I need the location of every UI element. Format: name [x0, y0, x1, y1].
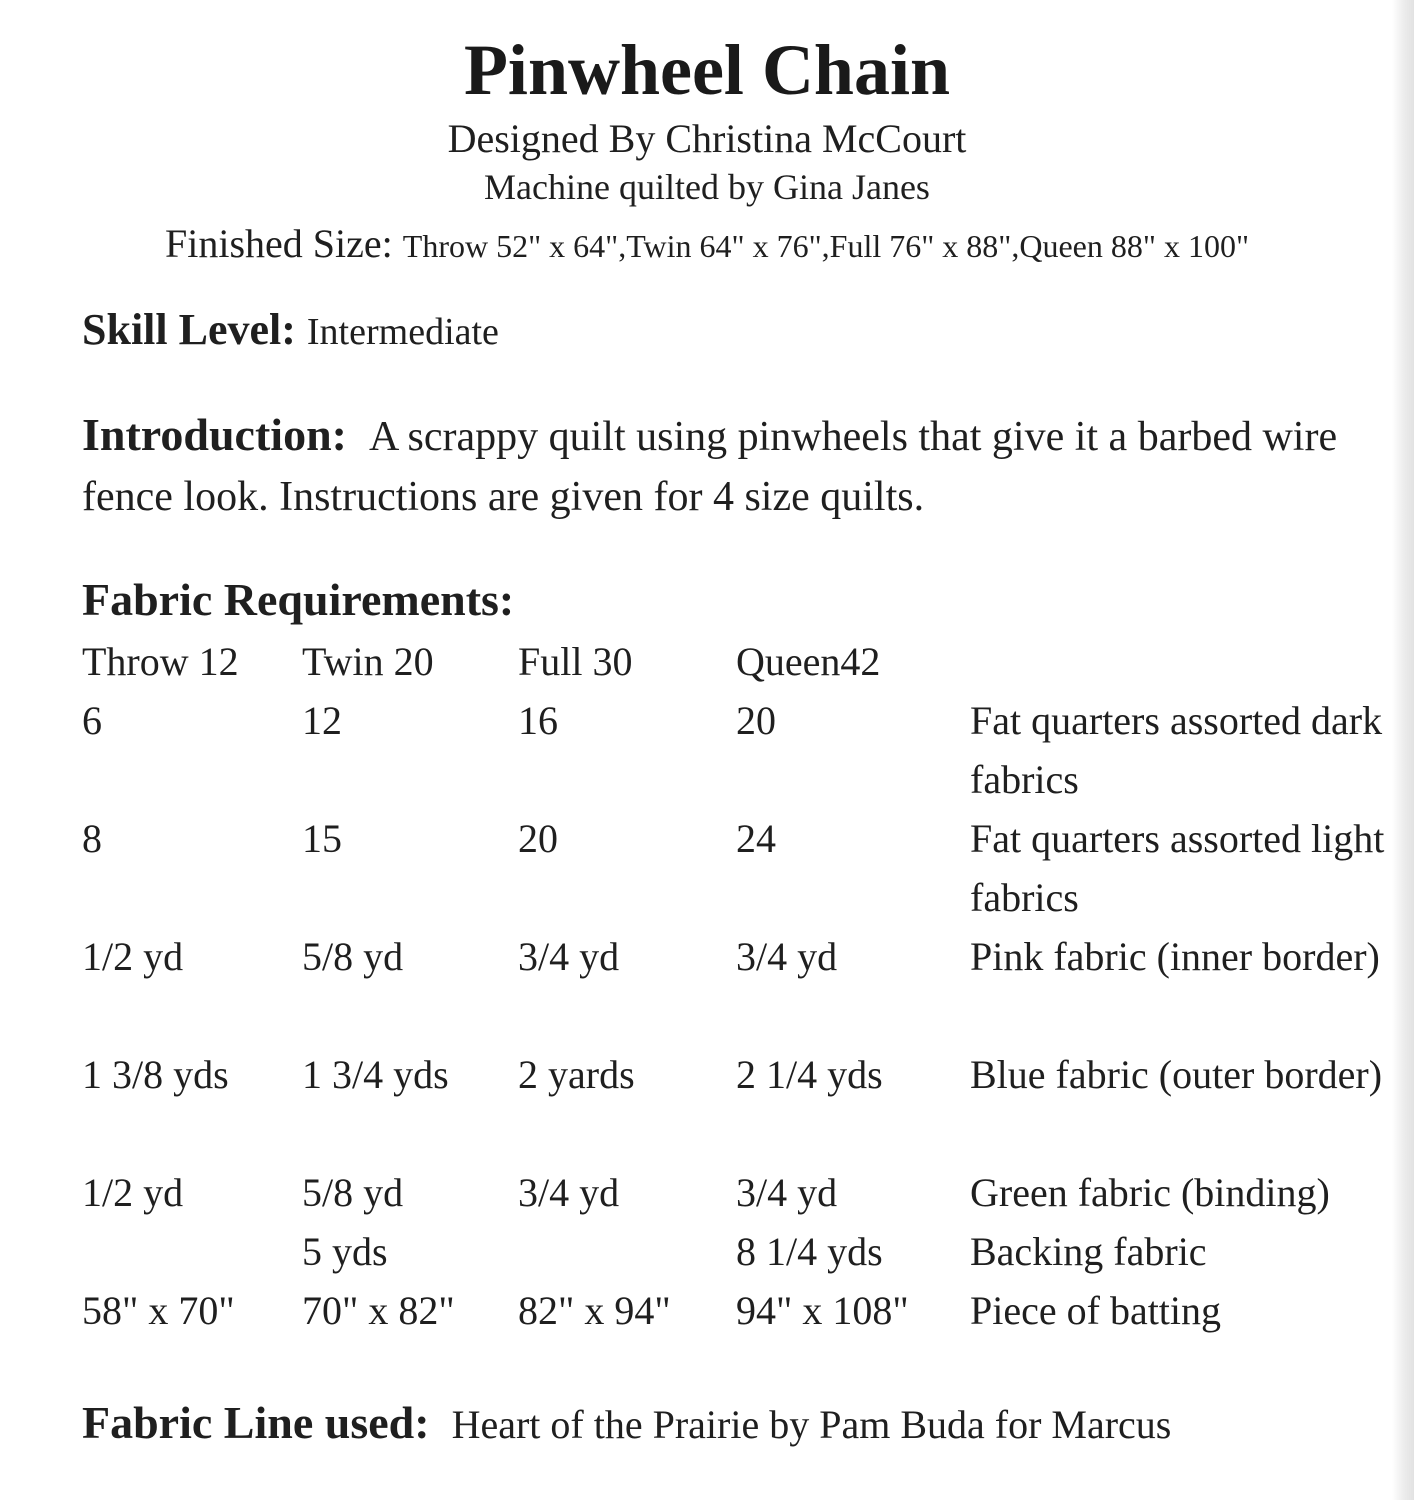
introduction-text: A scrappy quilt using pinwheels that give it a barbed wire fence look. Instructions are given for 4 size quilts.: [82, 414, 1338, 520]
designer-credit: Designed By Christina McCourt: [447, 116, 967, 161]
queen-cell: 3/4 yd: [736, 934, 838, 979]
twin-cell: 15: [302, 816, 342, 861]
fabric-description: Pink fabric (inner border): [970, 934, 1380, 979]
column-header-throw: Throw 12: [82, 639, 239, 684]
throw-cell: 1 3/8 yds: [82, 1052, 229, 1097]
fabric-line-label: Fabric Line used:: [82, 1397, 430, 1448]
throw-cell: 6: [82, 698, 102, 743]
fabric-requirements-heading: Fabric Requirements:: [82, 574, 515, 625]
fabric-description: Piece of batting: [970, 1288, 1222, 1333]
pattern-title: Pinwheel Chain: [463, 30, 951, 110]
twin-cell: 70" x 82": [302, 1288, 455, 1333]
fabric-description: Green fabric (binding): [970, 1170, 1330, 1215]
queen-cell: 8 1/4 yds: [736, 1229, 883, 1274]
finished-size-label: Finished Size:: [165, 221, 393, 266]
twin-cell: 5 yds: [302, 1229, 388, 1274]
twin-cell: 1 3/4 yds: [302, 1052, 449, 1097]
queen-cell: 24: [736, 816, 776, 861]
full-cell: 20: [518, 816, 558, 861]
fabric-line-used: [82, 1393, 1382, 1455]
fabric-description: Fat quarters assorted dark fabrics: [970, 698, 1383, 802]
quilter-credit: Machine quilted by Gina Janes: [484, 167, 930, 207]
finished-size-values: Throw 52" x 64",Twin 64" x 76",Full 76" x 88",Queen 88" x 100": [402, 228, 1249, 264]
finished-size-line: [0, 216, 1414, 274]
skill-level-label: Skill Level:: [82, 305, 296, 354]
full-cell: 3/4 yd: [518, 1170, 620, 1215]
queen-cell: 2 1/4 yds: [736, 1052, 883, 1097]
queen-cell: 3/4 yd: [736, 1170, 838, 1215]
full-cell: 16: [518, 698, 558, 743]
full-cell: 82" x 94": [518, 1288, 671, 1333]
fabric-line-value: Heart of the Prairie by Pam Buda for Marcus: [451, 1402, 1172, 1447]
pattern-header: [0, 28, 1414, 274]
queen-cell: 20: [736, 698, 776, 743]
queen-cell: 94" x 108": [736, 1288, 909, 1333]
skill-level-value: Intermediate: [306, 311, 499, 353]
throw-cell: 8: [82, 816, 102, 861]
fabric-description: Backing fabric: [970, 1229, 1207, 1274]
column-header-queen: Queen42: [736, 639, 881, 684]
fabric-description: Blue fabric (outer border): [970, 1052, 1383, 1097]
introduction: [82, 405, 1362, 527]
introduction-label: Introduction:: [82, 409, 347, 460]
twin-cell: 12: [302, 698, 342, 743]
skill-level: [82, 300, 1382, 362]
column-header-twin: Twin 20: [302, 639, 434, 684]
fabric-description: Fat quarters assorted light fabrics: [970, 816, 1385, 920]
throw-cell: 1/2 yd: [82, 934, 184, 979]
twin-cell: 5/8 yd: [302, 1170, 404, 1215]
throw-cell: 1/2 yd: [82, 1170, 184, 1215]
column-header-full: Full 30: [518, 639, 633, 684]
twin-cell: 5/8 yd: [302, 934, 404, 979]
full-cell: 3/4 yd: [518, 934, 620, 979]
full-cell: 2 yards: [518, 1052, 635, 1097]
throw-cell: 58" x 70": [82, 1288, 235, 1333]
